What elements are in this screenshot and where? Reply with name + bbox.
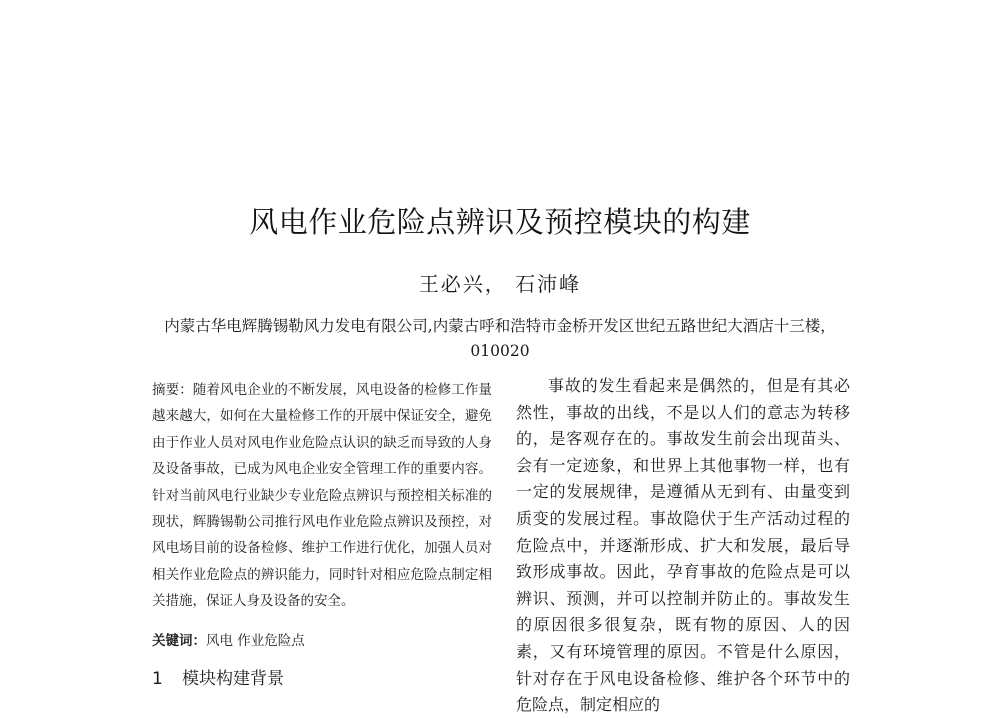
left-column bbox=[152, 377, 492, 694]
section-number: 1 bbox=[152, 668, 163, 689]
keywords-list: 风电 作业危险点 bbox=[206, 632, 305, 649]
paper-title: 风电作业危险点辨识及预控模块的构建 bbox=[249, 205, 751, 239]
abstract: 摘要：随着风电企业的不断发展，风电设备的检修工作量越来越大，如何在大量检修工作的开展中保证安全，避免由于作业人员对风电作业危险点认识的缺乏而导致的人身及设备事故，已成为风电企业安全管理工作的重要内容。针对当前风电行业缺少专业危险点辨识与预控相关标准的现状，辉腾锡勒公司推行风电作业危险点辨识及预控，对风电场目前的设备检修、维护工作进行优化，加强人员对相关作业危险点的辨识能力，同时针对相应危险点制定相关措施，保证人身及设备的安全。 bbox=[152, 382, 492, 610]
keywords-label: 关键词： bbox=[152, 632, 206, 649]
author-affiliation: 内蒙古华电辉腾锡勒风力发电有限公司,内蒙古呼和浩特市金桥开发区世纪五路世纪大酒店十三楼，010020 bbox=[164, 317, 836, 360]
section-title: 模块构建背景 bbox=[182, 668, 284, 689]
section-heading bbox=[152, 664, 492, 694]
keywords bbox=[152, 628, 492, 654]
body-paragraph: 事故的发生看起来是偶然的，但是有其必然性，事故的出线，不是以人们的意志为转移的，是客观存在的。事故发生前会出现苗头、会有一定迹象，和世界上其他事物一样，也有一定的发展规律，是遵循从无到有、由量变到质变的发展过程。事故隐伏于生产活动过程的危险点中，并逐渐形成、扩大和发展，最后导致形成事故。因此，孕育事故的危险点是可以辨识、预测，并可以控制并防止的。事故发生的原因很多很复杂，既有物的原因、人的因素，又有环境管理的原因。不管是什么原因，针对存在于风电设备检修、维护各个环节中的危险点，制定相应的 bbox=[516, 376, 850, 715]
paper-authors: 王必兴， 石沛峰 bbox=[418, 272, 582, 296]
